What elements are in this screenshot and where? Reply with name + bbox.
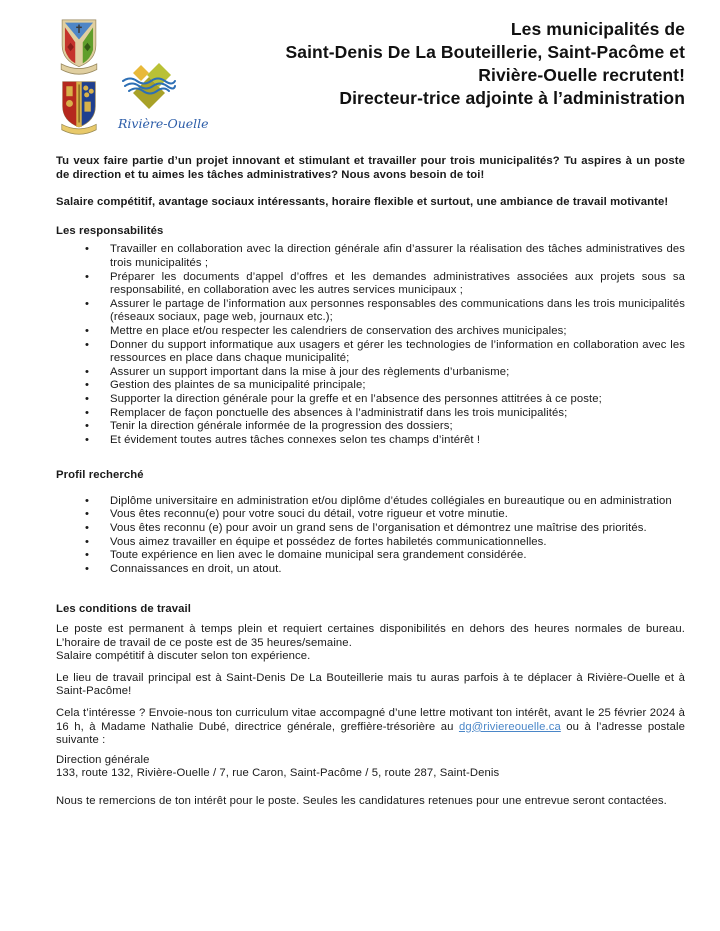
- list-item: • Remplacer de façon ponctuelle des absences à l’administratif dans les trois municipalités;: [56, 407, 685, 421]
- conditions-paragraph: [56, 623, 685, 664]
- application-text-after: ou à l’adresse postale suivante :: [56, 720, 686, 747]
- logo-cluster: [56, 15, 246, 135]
- riviere-ouelle-diamond-icon: [118, 53, 180, 115]
- responsibilities-heading: Les responsabilités: [56, 224, 164, 237]
- list-item: • Vous aimez travailler en équipe et possédez de fortes habiletés communicationnelles.: [56, 536, 685, 550]
- list-item: • Vous êtes reconnu(e) pour votre souci du détail, votre rigueur et votre minutie.: [56, 508, 685, 522]
- application-text-before: Cela t’intéresse ? Envoie-nous ton curriculum vitae accompagné d’une lettre motivant ton intérêt, avant le 25 février 2024 à 16 h, à Madame Nathalie Dubé, directrice générale, greffière-trésorière au: [56, 707, 685, 733]
- list-item: • Vous êtes reconnu (e) pour avoir un grand sens de l’organisation et démontrez une maîtrise des priorités.: [56, 522, 685, 536]
- list-item: • Donner du support informatique aux usagers et gérer les technologies de l’information en collaboration avec les ressources en place dans chaque municipalité;: [56, 339, 685, 366]
- postal-address-block: [56, 754, 685, 781]
- title-line: Rivière-Ouelle recrutent!: [478, 65, 685, 85]
- list-item: • Diplôme universitaire en administration et/ou diplôme d’études collégiales en bureautique ou en administration: [56, 495, 685, 509]
- list-item: • Assurer un support important dans la mise à jour des règlements d’urbanisme;: [56, 366, 685, 380]
- conditions-salary-text: Salaire compétitif à discuter selon ton expérience.: [56, 650, 311, 663]
- list-item: • Toute expérience en lien avec le domaine municipal sera grandement considérée.: [56, 549, 685, 563]
- document-title: [246, 15, 685, 110]
- list-item: • Mettre en place et/ou respecter les calendriers de conservation des archives municipales;: [56, 325, 685, 339]
- profile-heading: Profil recherché: [56, 469, 144, 482]
- municipal-crest-icon: [56, 79, 102, 137]
- list-item: • Supporter la direction générale pour la greffe et en l’absence des personnes attitrées à ce poste;: [56, 393, 685, 407]
- list-item: • Assurer le partage de l’information aux personnes responsables des communications dans les trois municipalités (réseaux sociaux, page web, journaux etc.);: [56, 298, 685, 325]
- list-item: • Et évidement toutes autres tâches connexes selon tes champs d’intérêt !: [56, 434, 685, 448]
- title-line: Directeur-trice adjointe à l’administration: [339, 88, 685, 108]
- address-line: 133, route 132, Rivière-Ouelle / 7, rue Caron, Saint-Pacôme / 5, route 287, Saint-Denis: [56, 767, 500, 780]
- list-item: • Travailler en collaboration avec la direction générale afin d’assurer la réalisation des tâches administratives des trois municipalités ;: [56, 243, 685, 270]
- title-line: Les municipalités de: [510, 19, 685, 39]
- application-paragraph: [56, 707, 685, 748]
- salary-teaser-paragraph: Salaire compétitif, avantage sociaux intéressants, horaire flexible et surtout, une ambiance de travail motivante!: [56, 196, 669, 209]
- list-item: • Tenir la direction générale informée de la progression des dossiers;: [56, 420, 685, 434]
- riviere-ouelle-logo: [118, 53, 238, 131]
- responsibilities-list: [56, 243, 685, 447]
- address-line: Direction générale: [56, 753, 150, 766]
- intro-paragraph: Tu veux faire partie d’un projet innovant et stimulant et travailler pour trois municipalités? Tu aspires à un poste de direction et tu aimes les tâches administratives? Nous avons besoin de toi!: [56, 155, 685, 181]
- work-location-paragraph: Le lieu de travail principal est à Saint-Denis De La Bouteillerie mais tu auras parfois à te déplacer à Rivière-Ouelle et à Saint-Pacôme!: [56, 671, 685, 698]
- document-header: [56, 15, 685, 135]
- title-line: Saint-Denis De La Bouteillerie, Saint-Pacôme et: [285, 42, 685, 62]
- conditions-schedule-text: Le poste est permanent à temps plein et requiert certaines disponibilités en dehors des heures normales de bureau. L’horaire de travail de ce poste est de 35 heures/semaine.: [56, 623, 685, 649]
- list-item: • Connaissances en droit, un atout.: [56, 563, 685, 577]
- profile-list: [56, 495, 685, 577]
- email-link[interactable]: dg@riviereouelle.ca: [458, 720, 561, 733]
- closing-paragraph: Nous te remercions de ton intérêt pour le poste. Seules les candidatures retenues pour une entrevue seront contactées.: [56, 794, 667, 807]
- riviere-ouelle-caption: Rivière-Ouelle: [118, 116, 209, 131]
- list-item: • Gestion des plaintes de sa municipalité principale;: [56, 379, 685, 393]
- list-item: • Préparer les documents d’appel d’offres et les demandes administratives associées aux projets sous sa responsabilité, en collaboration avec les autres services municipaux ;: [56, 271, 685, 298]
- conditions-heading: Les conditions de travail: [56, 603, 191, 616]
- municipal-crest-icon: [56, 17, 102, 77]
- document-body: [56, 155, 685, 809]
